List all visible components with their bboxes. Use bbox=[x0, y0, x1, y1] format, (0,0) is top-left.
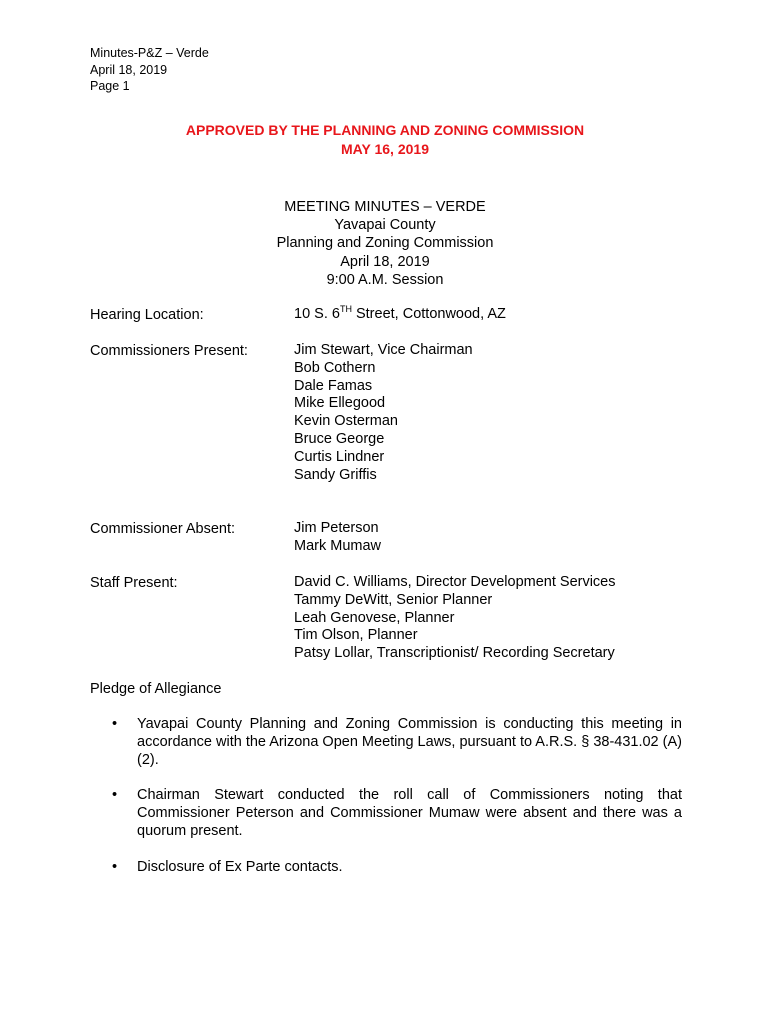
header-page-number: Page 1 bbox=[90, 79, 130, 93]
pledge-heading: Pledge of Allegiance bbox=[90, 681, 222, 697]
list-item: Bruce George bbox=[294, 430, 385, 447]
approval-notice bbox=[0, 121, 770, 159]
session-time: 9:00 A.M. Session bbox=[326, 271, 444, 288]
hearing-location-value bbox=[294, 306, 506, 324]
bullet-text: Chairman Stewart conducted the roll call of Commissioners noting that Commissioner Peterson and Commissioner Mumaw were absent and there was a quorum present. bbox=[137, 787, 682, 839]
list-item: Leah Genovese, Planner bbox=[294, 609, 455, 626]
approval-date: MAY 16, 2019 bbox=[341, 141, 429, 157]
agenda-bullet-item bbox=[110, 787, 682, 840]
county-name: Yavapai County bbox=[334, 217, 436, 234]
meeting-title: MEETING MINUTES – VERDE bbox=[284, 199, 486, 215]
bullet-dot-icon: • bbox=[112, 787, 118, 804]
commissioner-absent-label: Commissioner Absent: bbox=[90, 521, 236, 537]
list-item: Mark Mumaw bbox=[294, 537, 382, 554]
agenda-bullet-item bbox=[110, 859, 682, 877]
staff-present-label: Staff Present: bbox=[90, 575, 178, 591]
bullet-text: Disclosure of Ex Parte contacts. bbox=[137, 858, 343, 875]
hearing-street-suffix: TH bbox=[339, 304, 352, 314]
list-item: Bob Cothern bbox=[294, 359, 376, 376]
list-item: Sandy Griffis bbox=[294, 466, 377, 483]
commissioners-present-label: Commissioners Present: bbox=[90, 343, 248, 359]
staff-present-list bbox=[294, 574, 616, 663]
list-item: Jim Peterson bbox=[294, 520, 379, 536]
list-item: David C. Williams, Director Development Services bbox=[294, 574, 616, 590]
header-title: Minutes-P&Z – Verde bbox=[90, 46, 209, 60]
hearing-street-rest: Street, Cottonwood, AZ bbox=[351, 306, 506, 322]
list-item: Jim Stewart, Vice Chairman bbox=[294, 342, 473, 358]
list-item: Kevin Osterman bbox=[294, 413, 398, 430]
list-item: Dale Famas bbox=[294, 377, 373, 394]
commissioners-present-list bbox=[294, 342, 473, 484]
list-item: Tammy DeWitt, Senior Planner bbox=[294, 591, 493, 608]
list-item: Tim Olson, Planner bbox=[294, 627, 418, 644]
bullet-dot-icon: • bbox=[112, 858, 118, 875]
list-item: Mike Ellegood bbox=[294, 395, 386, 412]
hearing-location-label: Hearing Location: bbox=[90, 307, 204, 323]
meeting-title-block bbox=[0, 198, 770, 289]
agenda-bullet-item bbox=[110, 716, 682, 769]
header-date: April 18, 2019 bbox=[90, 62, 168, 77]
bullet-dot-icon: • bbox=[112, 716, 118, 732]
bullet-text: Yavapai County Planning and Zoning Commission is conducting this meeting in accordance with the Arizona Open Meeting Laws, pursuant to A.R.S. § 38-431.02 (A) (2). bbox=[137, 716, 682, 768]
meeting-date: April 18, 2019 bbox=[340, 253, 430, 270]
commission-name: Planning and Zoning Commission bbox=[276, 235, 494, 252]
page-header bbox=[90, 45, 209, 95]
approval-text: APPROVED BY THE PLANNING AND ZONING COMMISSION bbox=[185, 122, 585, 138]
hearing-street-number: 10 S. 6 bbox=[294, 306, 340, 322]
list-item: Curtis Lindner bbox=[294, 448, 385, 465]
agenda-bullet-list bbox=[110, 716, 682, 895]
commissioner-absent-list bbox=[294, 520, 381, 556]
list-item: Patsy Lollar, Transcriptionist/ Recording Secretary bbox=[294, 645, 615, 662]
